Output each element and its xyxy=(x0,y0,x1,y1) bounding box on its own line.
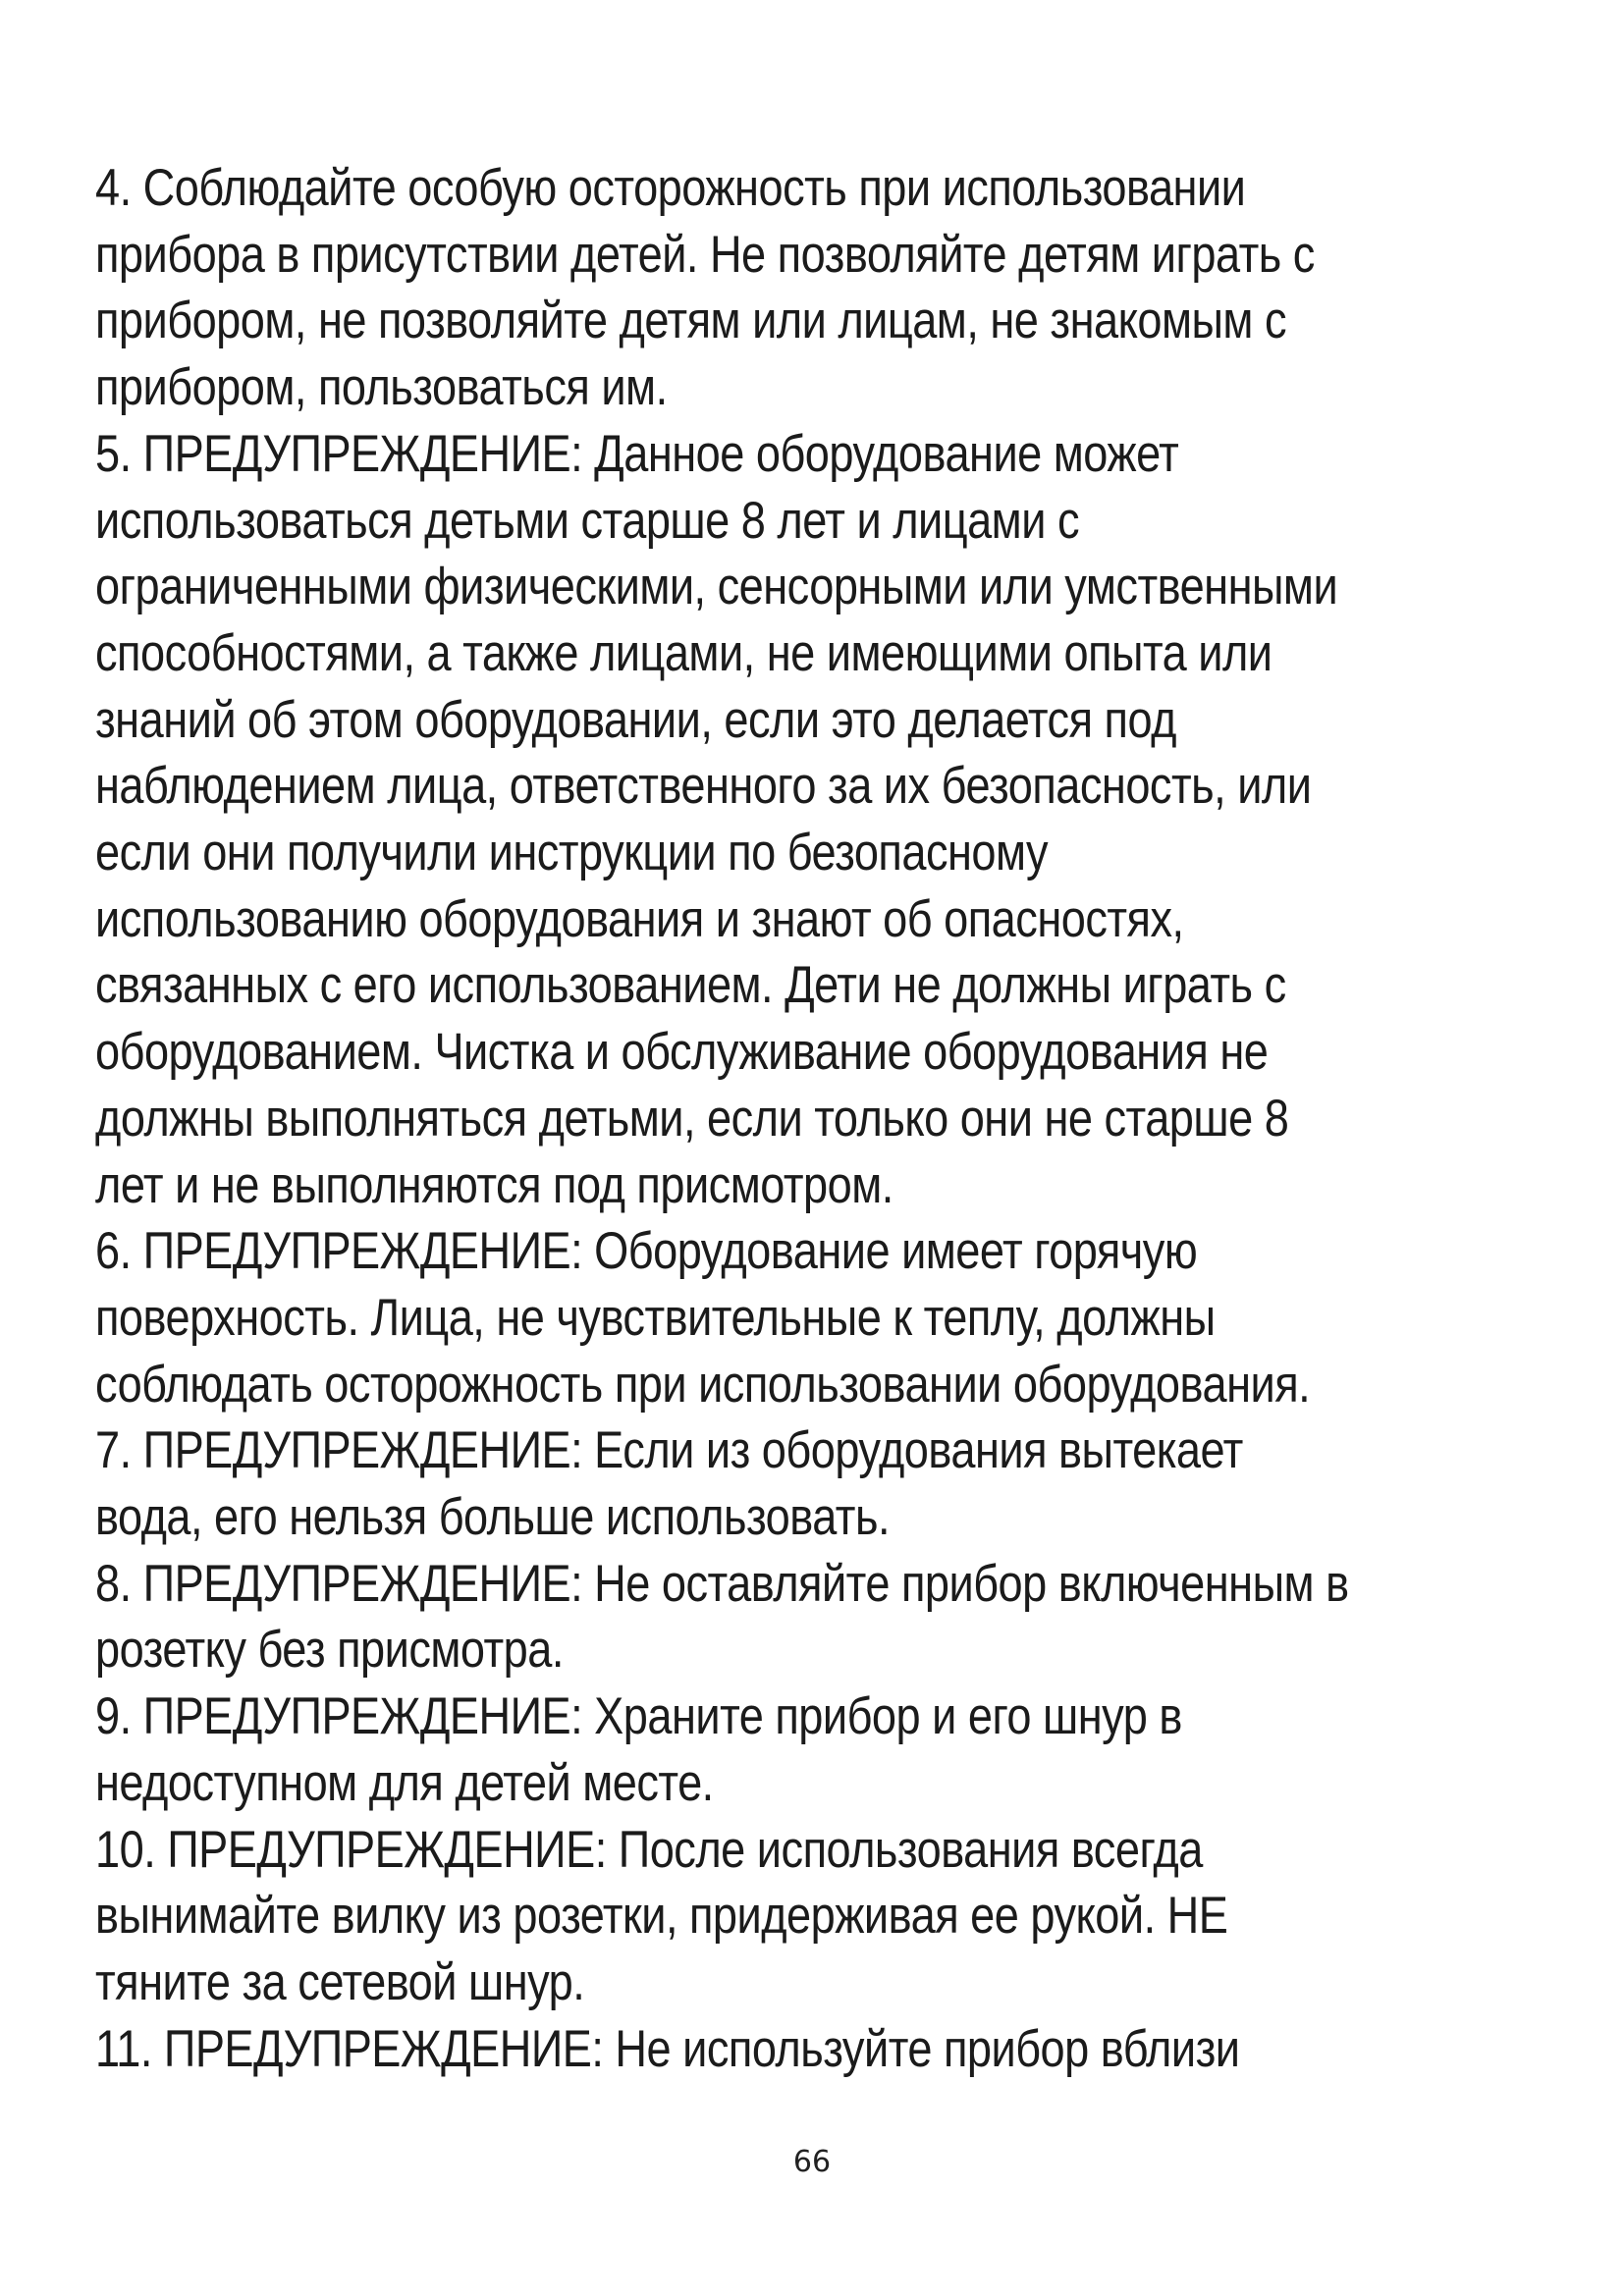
text-line: использоваться детьми старше 8 лет и лицами с xyxy=(95,491,1080,550)
text-line: связанных с его использованием. Дети не должны играть с xyxy=(95,956,1286,1015)
text-line: прибора в присутствии детей. Не позволяйте детям играть с xyxy=(95,225,1315,284)
text-line: наблюдением лица, ответственного за их безопасность, или xyxy=(95,757,1312,816)
text-line: ограниченными физическими, сенсорными или умственными xyxy=(95,558,1338,616)
text-line: поверхность. Лица, не чувствительные к теплу, должны xyxy=(95,1288,1216,1347)
page-number: 66 xyxy=(792,2145,832,2179)
text-line: вода, его нельзя больше использовать. xyxy=(95,1488,891,1547)
text-line: лет и не выполняются под присмотром. xyxy=(95,1155,893,1214)
text-line: 11. ПРЕДУПРЕЖДЕНИЕ: Не используйте прибор вблизи xyxy=(95,2019,1240,2078)
text-line: знаний об этом оборудовании, если это делается под xyxy=(95,690,1176,749)
text-line: прибором, пользоваться им. xyxy=(95,358,668,417)
text-line: оборудованием. Чистка и обслуживание оборудования не xyxy=(95,1023,1269,1082)
text-line: должны выполняться детьми, если только они не старше 8 xyxy=(95,1089,1289,1148)
text-line: розетку без присмотра. xyxy=(95,1621,564,1680)
text-line: 5. ПРЕДУПРЕЖДЕНИЕ: Данное оборудование может xyxy=(95,424,1179,483)
text-line: 6. ПРЕДУПРЕЖДЕНИЕ: Оборудование имеет горячую xyxy=(95,1222,1198,1281)
text-line: 9. ПРЕДУПРЕЖДЕНИЕ: Храните прибор и его шнур в xyxy=(95,1687,1182,1746)
text-line: вынимайте вилку из розетки, придерживая ее рукой. НЕ xyxy=(95,1887,1228,1946)
text-line: тяните за сетевой шнур. xyxy=(95,1952,585,2011)
text-line: 8. ПРЕДУПРЕЖДЕНИЕ: Не оставляйте прибор включенным в xyxy=(95,1554,1349,1613)
text-line: недоступном для детей месте. xyxy=(95,1753,714,1812)
text-line: если они получили инструкции по безопасному xyxy=(95,824,1049,882)
text-line: 10. ПРЕДУПРЕЖДЕНИЕ: После использования всегда xyxy=(95,1820,1203,1879)
text-line: соблюдать осторожность при использовании оборудования. xyxy=(95,1355,1311,1414)
text-line: 4. Соблюдайте особую осторожность при использовании xyxy=(95,159,1246,217)
text-line: 7. ПРЕДУПРЕЖДЕНИЕ: Если из оборудования вытекает xyxy=(95,1421,1243,1480)
text-line: способностями, а также лицами, не имеющими опыта или xyxy=(95,623,1272,682)
text-line: прибором, не позволяйте детям или лицам, не знакомым с xyxy=(95,292,1287,350)
body-text xyxy=(95,155,1548,2082)
text-line: использованию оборудования и знают об опасностях, xyxy=(95,889,1184,948)
